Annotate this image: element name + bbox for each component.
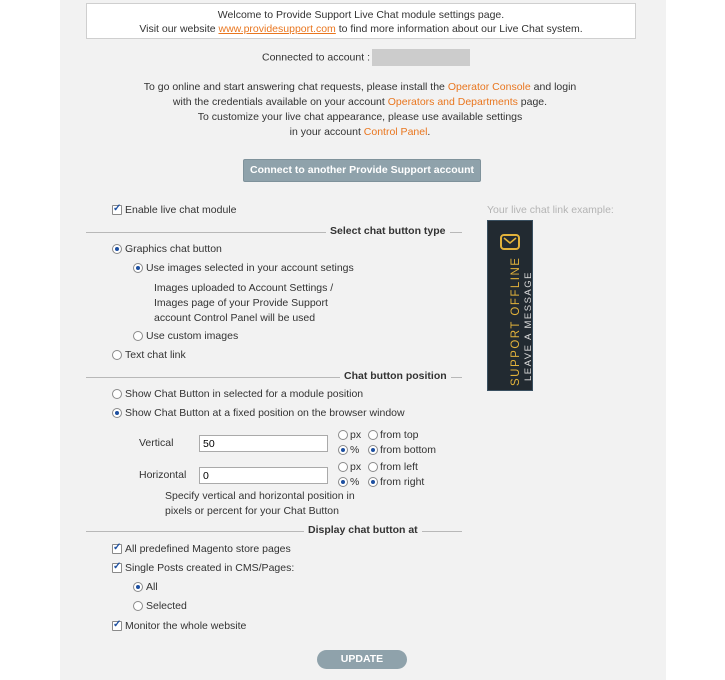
images-note <box>154 281 333 326</box>
vertical-from-bottom-label: from bottom <box>380 444 437 456</box>
instructions-block <box>100 80 620 140</box>
position-note-line: pixels or percent for your Chat Button <box>165 505 339 517</box>
badge-offline-text: SUPPORT OFFLINE <box>510 256 522 386</box>
horizontal-from-right-radio[interactable] <box>368 477 378 487</box>
posts-selected-label: Selected <box>146 600 187 612</box>
vertical-from-top-label: from top <box>380 429 419 441</box>
position-module-label: Show Chat Button in selected for a module position <box>125 388 364 400</box>
instructions-text: . <box>427 126 431 138</box>
single-posts-checkbox[interactable] <box>112 563 122 573</box>
website-link[interactable]: www.providesupport.com <box>218 23 336 35</box>
enable-module-checkbox[interactable] <box>112 205 122 215</box>
instructions-line-2 <box>100 95 620 110</box>
section-title-button-type: Select chat button type <box>326 225 450 237</box>
enable-module-label: Enable live chat module <box>125 204 237 216</box>
welcome-line-2 <box>87 22 635 36</box>
account-name-redacted <box>372 49 470 66</box>
operators-departments-link[interactable]: Operators and Departments <box>387 96 518 108</box>
vertical-unit-percent-label: % <box>350 444 360 456</box>
horizontal-unit-percent-radio[interactable] <box>338 477 348 487</box>
connected-account-label: Connected to account : <box>262 51 370 64</box>
vertical-unit-percent-radio[interactable] <box>338 445 348 455</box>
instructions-text: page. <box>517 96 548 108</box>
position-fixed-label: Show Chat Button at a fixed position on the browser window <box>125 407 405 419</box>
images-note-line: Images page of your Provide Support <box>154 297 328 309</box>
instructions-text: and login <box>530 81 577 93</box>
envelope-icon <box>500 234 520 250</box>
horizontal-from-left-label: from left <box>380 461 418 473</box>
welcome-text: Visit our website <box>139 23 219 35</box>
horizontal-unit-percent-label: % <box>350 476 360 488</box>
position-fixed-radio[interactable] <box>112 408 122 418</box>
welcome-box <box>86 3 636 39</box>
connect-another-account-button[interactable]: Connect to another Provide Support account <box>243 159 481 182</box>
images-note-line: Images uploaded to Account Settings / <box>154 282 334 294</box>
vertical-unit-px-radio[interactable] <box>338 430 348 440</box>
section-title-display: Display chat button at <box>304 524 422 536</box>
operator-console-link[interactable]: Operator Console <box>447 81 531 93</box>
section-title-position: Chat button position <box>340 370 451 382</box>
graphics-button-radio[interactable] <box>112 244 122 254</box>
welcome-text-post: to find more information about our Live Chat system. <box>335 23 583 35</box>
instructions-line-4 <box>100 125 620 140</box>
use-account-images-label: Use images selected in your account setings <box>146 262 354 274</box>
badge-leave-message-text: LEAVE A MESSAGE <box>523 271 534 381</box>
posts-selected-radio[interactable] <box>133 601 143 611</box>
vertical-input[interactable] <box>199 435 328 452</box>
all-magento-pages-label: All predefined Magento store pages <box>125 543 291 555</box>
instructions-text: in your account <box>289 126 364 138</box>
connected-account-row <box>262 49 470 66</box>
chat-button-preview[interactable] <box>487 220 533 391</box>
posts-all-label: All <box>146 581 158 593</box>
position-note-line: Specify vertical and horizontal position in <box>165 490 355 502</box>
control-panel-link[interactable]: Control Panel <box>363 126 428 138</box>
monitor-whole-website-checkbox[interactable] <box>112 621 122 631</box>
horizontal-unit-px-label: px <box>350 461 362 473</box>
horizontal-unit-px-radio[interactable] <box>338 462 348 472</box>
instructions-line-1 <box>100 80 620 95</box>
horizontal-from-right-label: from right <box>380 476 425 488</box>
use-account-images-radio[interactable] <box>133 263 143 273</box>
update-button[interactable]: UPDATE <box>317 650 407 669</box>
posts-all-radio[interactable] <box>133 582 143 592</box>
welcome-line-1: Welcome to Provide Support Live Chat module settings page. <box>217 9 505 21</box>
horizontal-from-left-radio[interactable] <box>368 462 378 472</box>
horizontal-input[interactable] <box>199 467 328 484</box>
position-module-radio[interactable] <box>112 389 122 399</box>
position-note <box>165 489 355 519</box>
horizontal-label: Horizontal <box>139 469 187 481</box>
vertical-from-bottom-radio[interactable] <box>368 445 378 455</box>
instructions-line-3: To customize your live chat appearance, please use available settings <box>197 111 523 123</box>
all-magento-pages-checkbox[interactable] <box>112 544 122 554</box>
single-posts-label: Single Posts created in CMS/Pages: <box>125 562 295 574</box>
instructions-text: with the credentials available on your account <box>172 96 388 108</box>
vertical-label: Vertical <box>139 437 174 449</box>
monitor-whole-website-label: Monitor the whole website <box>125 620 247 632</box>
preview-label: Your live chat link example: <box>487 204 614 216</box>
vertical-unit-px-label: px <box>350 429 362 441</box>
use-custom-images-label: Use custom images <box>146 330 239 342</box>
images-note-line: account Control Panel will be used <box>154 312 316 324</box>
use-custom-images-radio[interactable] <box>133 331 143 341</box>
text-chat-link-radio[interactable] <box>112 350 122 360</box>
vertical-from-top-radio[interactable] <box>368 430 378 440</box>
text-chat-link-label: Text chat link <box>125 349 186 361</box>
graphics-button-label: Graphics chat button <box>125 243 222 255</box>
instructions-text: To go online and start answering chat requests, please install the <box>143 81 448 93</box>
